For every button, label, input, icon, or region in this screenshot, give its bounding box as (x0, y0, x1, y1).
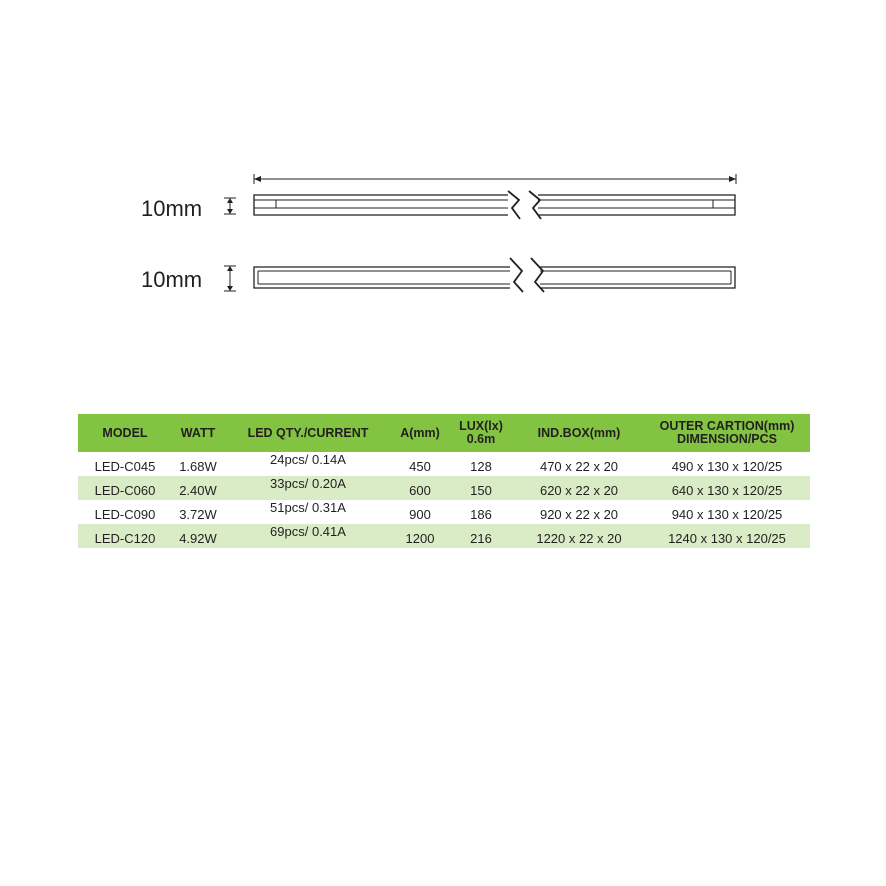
cell-qty: 24pcs/ 0.14A (270, 452, 346, 467)
cell-qty: 33pcs/ 0.20A (224, 476, 392, 500)
table-row (78, 476, 810, 500)
cell-model: LED-C045 (94, 459, 156, 474)
cell-lux: 186 (470, 507, 492, 522)
profile-2-height-label: 10mm (141, 267, 203, 292)
profile-2-height-arrow (224, 266, 236, 291)
header-outer-carton (644, 414, 810, 452)
cell-qty: 69pcs/ 0.41A (224, 524, 392, 548)
cell-qty: 51pcs/ 0.31A (270, 500, 346, 515)
cell-a: 450 (409, 459, 431, 474)
cell-a: 600 (392, 476, 448, 500)
profile-1-height-label: 10mm (141, 196, 203, 221)
table-row (78, 500, 810, 524)
header-outer-line2: DIMENSION/PCS (676, 432, 777, 446)
cell-model: LED-C090 (94, 507, 156, 522)
cell-a: 900 (409, 507, 431, 522)
cell-a: 1200 (392, 524, 448, 548)
header-lux (448, 414, 514, 452)
header-model: MODEL (78, 414, 172, 452)
table-row (78, 524, 810, 548)
profile-1-height-arrow (224, 198, 236, 214)
cell-box: 920 x 22 x 20 (539, 507, 619, 522)
cell-outer: 1240 x 130 x 120/25 (644, 524, 810, 548)
profile-1-outline (254, 191, 735, 219)
spec-table (78, 414, 810, 548)
cell-watt: 1.68W (179, 459, 217, 474)
cell-watt: 2.40W (172, 476, 224, 500)
table-header-row (78, 414, 810, 452)
cell-outer: 940 x 130 x 120/25 (671, 507, 783, 522)
header-ind-box: IND.BOX(mm) (514, 414, 644, 452)
cell-box: 620 x 22 x 20 (514, 476, 644, 500)
header-watt: WATT (172, 414, 224, 452)
table-row (78, 452, 810, 476)
product-drawing (0, 0, 886, 340)
header-a-mm: A(mm) (392, 414, 448, 452)
cell-watt: 4.92W (172, 524, 224, 548)
cell-model: LED-C120 (78, 524, 172, 548)
header-outer-line1: OUTER CARTION(mm) (659, 419, 795, 433)
profile-2-outline (254, 258, 735, 292)
length-dimension-arrow (254, 174, 736, 184)
cell-lux: 150 (448, 476, 514, 500)
cell-lux: 216 (448, 524, 514, 548)
cell-lux: 128 (470, 459, 492, 474)
cell-outer: 640 x 130 x 120/25 (644, 476, 810, 500)
header-led-qty-current: LED QTY./CURRENT (224, 414, 392, 452)
header-lux-line1: LUX(lx) (459, 419, 503, 433)
header-lux-line2: 0.6m (466, 432, 496, 446)
cell-box: 1220 x 22 x 20 (514, 524, 644, 548)
cell-box: 470 x 22 x 20 (539, 459, 619, 474)
cell-model: LED-C060 (78, 476, 172, 500)
cell-outer: 490 x 130 x 120/25 (671, 459, 783, 474)
cell-watt: 3.72W (179, 507, 217, 522)
